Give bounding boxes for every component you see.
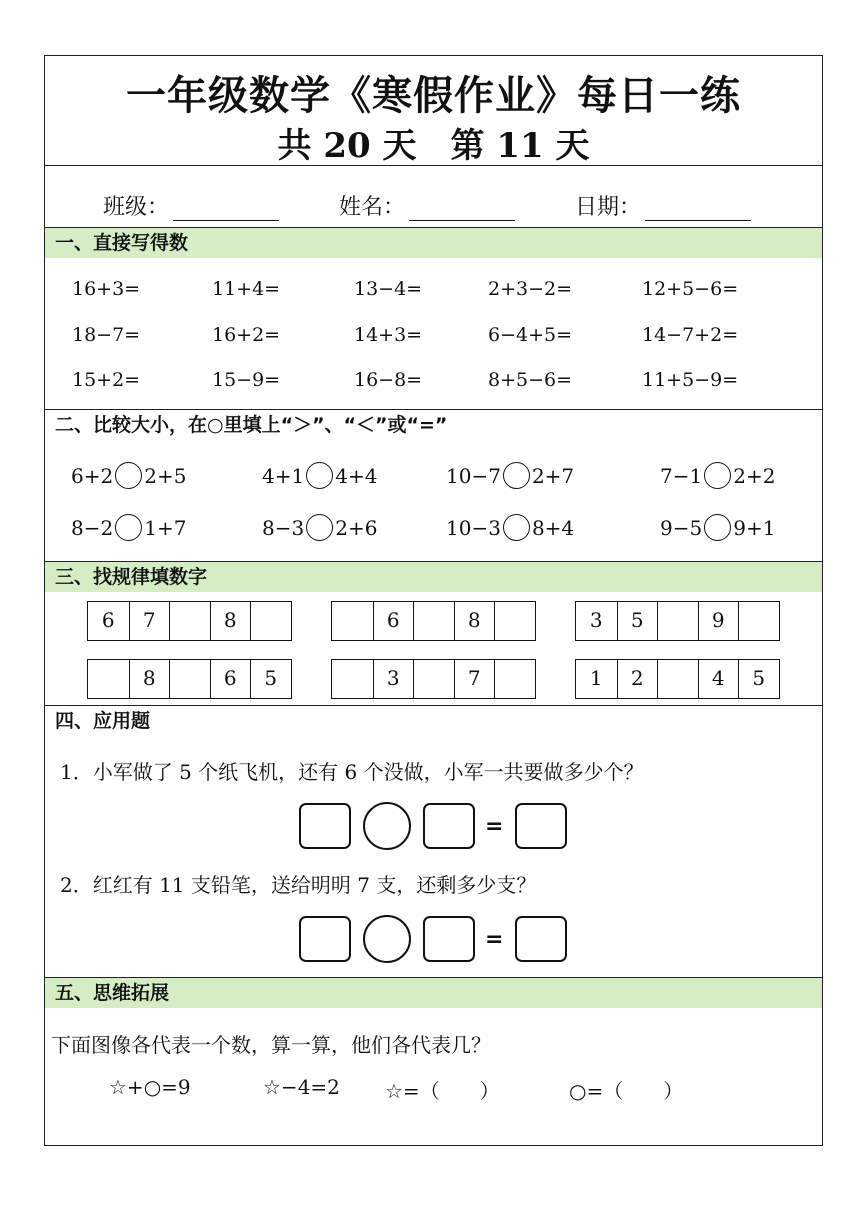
blank-cell[interactable] xyxy=(494,602,535,640)
equation: 18−7= xyxy=(72,324,141,346)
compare-circle[interactable] xyxy=(306,514,333,541)
number-cell: 5 xyxy=(617,602,658,640)
equation: 2+3−2= xyxy=(488,278,573,300)
number-cell: 7 xyxy=(454,660,495,698)
blank-cell[interactable] xyxy=(250,602,291,640)
date-field[interactable] xyxy=(575,190,751,221)
left-expression: 7−1 xyxy=(660,463,703,488)
date-blank[interactable] xyxy=(645,200,751,221)
thinking-prompt: 下面图像各代表一个数，算一算，他们各代表几？ xyxy=(51,1033,491,1057)
equation: 11+4= xyxy=(212,278,281,300)
blank-cell[interactable] xyxy=(169,660,210,698)
equation: 8+5−6= xyxy=(488,369,573,391)
compare-circle[interactable] xyxy=(704,514,731,541)
compare-circle[interactable] xyxy=(115,462,142,489)
compare-circle[interactable] xyxy=(704,462,731,489)
number-sequence xyxy=(331,601,536,641)
right-expression: 2+5 xyxy=(144,463,187,488)
comparison-item xyxy=(71,462,186,489)
equation: 16+2= xyxy=(212,324,281,346)
answer-box[interactable] xyxy=(299,803,351,849)
symbol-equation[interactable]: ○=（ ） xyxy=(569,1079,684,1103)
blank-cell[interactable] xyxy=(494,660,535,698)
number-cell: 5 xyxy=(250,660,291,698)
worksheet-subtitle: 共 20 天 第 11 天 xyxy=(277,126,590,166)
comparison-item xyxy=(71,514,186,541)
right-expression: 2+6 xyxy=(335,515,378,540)
question-2: 2．红红有 11 支铅笔，送给明明 7 支，还剩多少支？ xyxy=(60,873,537,897)
compare-circle[interactable] xyxy=(115,514,142,541)
equation: 16+3= xyxy=(72,278,141,300)
right-expression: 9+1 xyxy=(733,515,776,540)
worksheet-title: 一年级数学《寒假作业》每日一练 xyxy=(126,72,741,119)
worksheet xyxy=(44,55,823,1146)
number-sequence xyxy=(87,601,292,641)
equation: 15+2= xyxy=(72,369,141,391)
number-sequence xyxy=(575,659,780,699)
equation: 13−4= xyxy=(354,278,423,300)
equation: 16−8= xyxy=(354,369,423,391)
right-expression: 2+2 xyxy=(733,463,776,488)
left-expression: 6+2 xyxy=(71,463,114,488)
equals-sign: = xyxy=(485,813,504,839)
equation: 15−9= xyxy=(212,369,281,391)
equation: 11+5−9= xyxy=(642,369,739,391)
blank-cell[interactable] xyxy=(413,660,454,698)
number-cell: 9 xyxy=(698,602,739,640)
blank-cell[interactable] xyxy=(413,602,454,640)
compare-circle[interactable] xyxy=(306,462,333,489)
left-expression: 8−2 xyxy=(71,515,114,540)
comparison-item xyxy=(262,514,377,541)
comparison-item xyxy=(446,514,574,541)
number-cell: 5 xyxy=(738,660,779,698)
comparison-item xyxy=(660,514,775,541)
left-expression: 10−7 xyxy=(446,463,501,488)
equation: 14+3= xyxy=(354,324,423,346)
operator-circle[interactable] xyxy=(363,915,411,963)
answer-box[interactable] xyxy=(423,916,475,962)
divider xyxy=(45,165,822,166)
left-expression: 9−5 xyxy=(660,515,703,540)
number-cell: 6 xyxy=(373,602,414,640)
left-expression: 10−3 xyxy=(446,515,501,540)
section-2-header: 二、比较大小，在○里填上“＞”、“＜”或“=” xyxy=(55,414,448,436)
right-expression: 1+7 xyxy=(144,515,187,540)
number-sequence xyxy=(87,659,292,699)
comparison-item xyxy=(446,462,574,489)
number-cell: 6 xyxy=(101,608,115,632)
compare-circle[interactable] xyxy=(503,462,530,489)
question-1: 1．小军做了 5 个纸飞机，还有 6 个没做，小军一共要做多少个？ xyxy=(60,760,644,784)
number-cell: 7 xyxy=(129,602,170,640)
comparison-item xyxy=(660,462,775,489)
section-5-header: 五、思维拓展 xyxy=(45,978,822,1008)
blank-cell[interactable] xyxy=(332,660,373,698)
right-expression: 4+4 xyxy=(335,463,378,488)
number-cell: 8 xyxy=(129,660,170,698)
left-expression: 8−3 xyxy=(262,515,305,540)
operator-circle[interactable] xyxy=(363,802,411,850)
blank-cell[interactable] xyxy=(88,660,129,698)
symbol-equation: ☆+○=9 xyxy=(109,1075,191,1099)
equation: 6−4+5= xyxy=(488,324,573,346)
name-blank[interactable] xyxy=(409,200,515,221)
answer-row-1 xyxy=(299,802,567,850)
number-cell: 2 xyxy=(617,660,658,698)
left-expression: 4+1 xyxy=(262,463,305,488)
answer-box[interactable] xyxy=(299,916,351,962)
class-blank[interactable] xyxy=(173,200,279,221)
number-sequence xyxy=(331,659,536,699)
number-cell: 4 xyxy=(698,660,739,698)
right-expression: 8+4 xyxy=(531,515,575,540)
number-cell: 3 xyxy=(589,608,603,632)
number-cell: 6 xyxy=(210,660,251,698)
number-cell: 8 xyxy=(210,602,251,640)
equation: 14−7+2= xyxy=(642,324,739,346)
number-cell: 8 xyxy=(454,602,495,640)
comparison-item xyxy=(262,462,377,489)
number-cell: 3 xyxy=(373,660,414,698)
blank-cell[interactable] xyxy=(332,602,373,640)
answer-box[interactable] xyxy=(423,803,475,849)
equals-sign: = xyxy=(485,926,504,952)
result-box[interactable] xyxy=(515,803,567,849)
blank-cell[interactable] xyxy=(657,602,698,640)
symbol-equation: ☆−4=2 xyxy=(263,1075,340,1099)
name-field[interactable] xyxy=(339,190,515,221)
blank-cell[interactable] xyxy=(738,602,779,640)
section-3-header: 三、找规律填数字 xyxy=(45,562,822,592)
result-box[interactable] xyxy=(515,916,567,962)
class-field[interactable] xyxy=(103,190,279,221)
date-label: 日期： xyxy=(575,195,642,220)
name-label: 姓名： xyxy=(339,195,406,220)
section-1-header: 一、直接写得数 xyxy=(45,228,822,258)
blank-cell[interactable] xyxy=(169,602,210,640)
equation: 12+5−6= xyxy=(642,278,739,300)
right-expression: 2+7 xyxy=(531,463,575,488)
number-sequence xyxy=(575,601,780,641)
class-label: 班级： xyxy=(103,195,170,220)
section-4-header: 四、应用题 xyxy=(55,710,151,732)
compare-circle[interactable] xyxy=(503,514,530,541)
symbol-equation[interactable]: ☆=（ ） xyxy=(385,1079,500,1103)
answer-row-2 xyxy=(299,915,567,963)
number-cell: 1 xyxy=(589,666,603,690)
blank-cell[interactable] xyxy=(657,660,698,698)
